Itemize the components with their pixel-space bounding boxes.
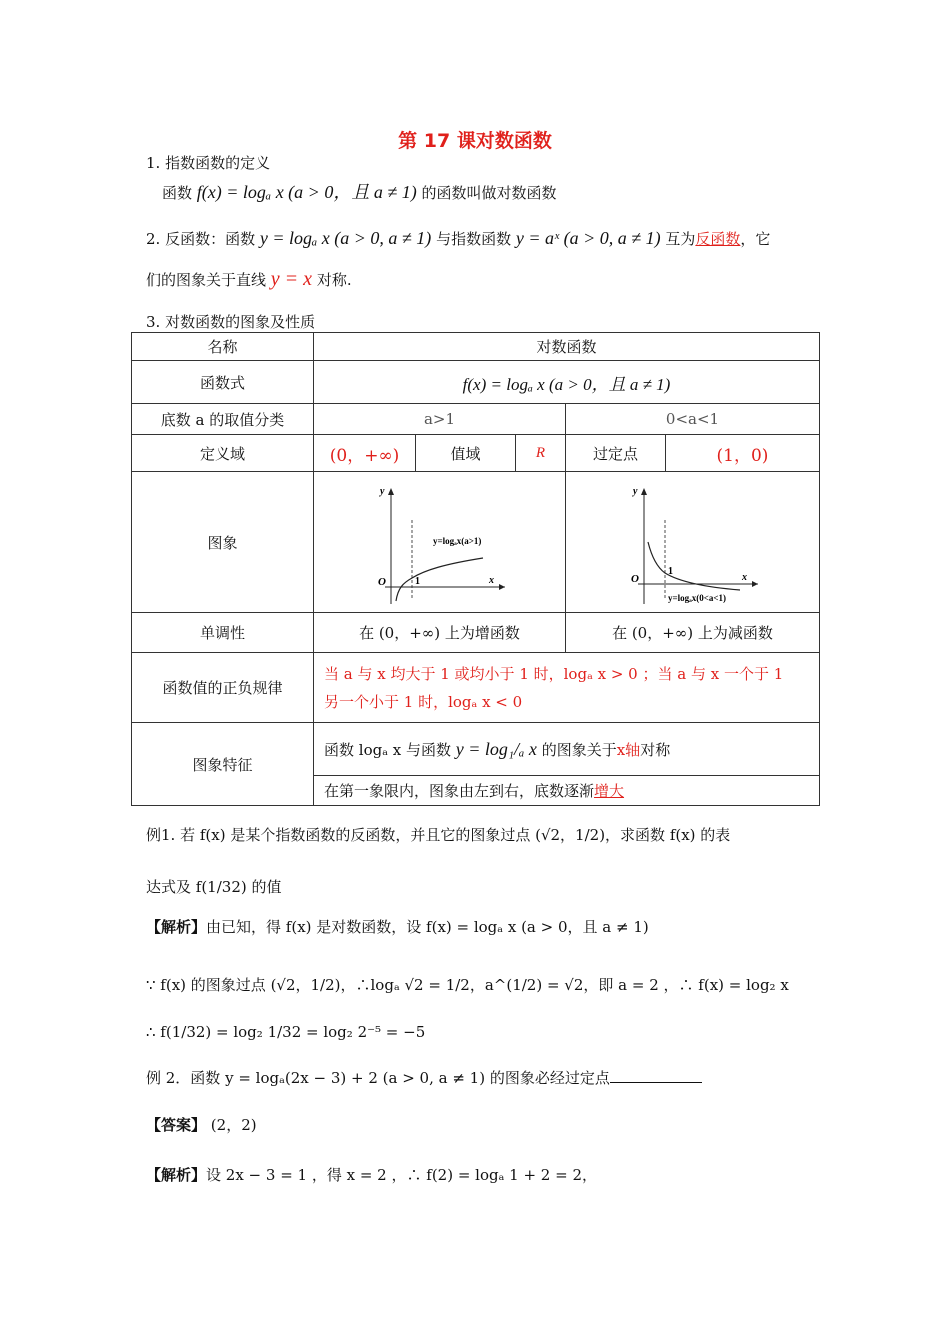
feature2-text: 在第一象限内，图象由左到右，底数逐渐 — [324, 782, 595, 800]
feature1-mid: 的图象关于 — [541, 740, 617, 759]
table-row — [132, 613, 820, 653]
graph-decreasing-cell — [566, 472, 820, 613]
s1-formula: f(x) = logₐ x (a > 0，且 a ≠ 1) — [196, 182, 417, 202]
s1-post: 的函数叫做对数函数 — [421, 184, 557, 202]
s2-line2-post: 对称. — [316, 271, 352, 289]
answer-tag: 【答案】 — [146, 1116, 207, 1134]
solution-tag-2: 【解析】 — [146, 1166, 207, 1184]
y-axis-arrow — [641, 488, 647, 495]
monotonicity-decreasing: 在 (0，+∞) 上为减函数 — [566, 613, 820, 653]
section-3-heading: 3. 对数函数的图象及性质 — [146, 313, 316, 331]
x-axis-arrow — [499, 584, 505, 590]
table-row — [132, 653, 820, 723]
table-row — [132, 435, 820, 472]
range-label: 值域 — [416, 435, 516, 472]
symmetry-line: y = x — [270, 268, 313, 290]
example-1-solution-line3: ∴ f(1/32) = log₂ 1/32 = log₂ 2⁻⁵ = −5 — [146, 1023, 426, 1041]
inverse-function-link[interactable]: 反函数 — [695, 230, 741, 248]
feature-first-quadrant — [314, 776, 820, 806]
feature1-formula: y = log₁/ₐ x — [455, 738, 537, 759]
graph2-curve-label: y=logₐx(0<a<1) — [667, 592, 726, 603]
decreasing-curve — [648, 542, 740, 590]
increasing-curve — [396, 558, 483, 601]
monotonicity-increasing: 在 (0，+∞) 上为增函数 — [314, 613, 566, 653]
graph1-y-label: y — [379, 485, 384, 497]
section-1-heading: 1. 指数函数的定义 — [146, 154, 271, 172]
monotonicity-label: 单调性 — [132, 613, 314, 653]
table-row — [132, 723, 820, 776]
graph1-one-label: 1 — [414, 575, 420, 587]
range-value: R — [516, 435, 566, 472]
log-graph-increasing — [365, 480, 515, 605]
s2-pre: 2. 反函数：函数 — [146, 230, 256, 248]
section-2-line1 — [146, 228, 770, 249]
header-name: 名称 — [132, 333, 314, 361]
properties-table — [131, 332, 820, 806]
feature1-axis: x轴 — [616, 740, 641, 759]
example-2-solution — [146, 1164, 597, 1185]
section-2-line2 — [146, 268, 352, 291]
table-row — [132, 404, 820, 435]
graph1-origin-label: O — [377, 575, 386, 588]
base-gt1: a>1 — [314, 404, 566, 435]
page-title: 第 17 课对数函数 — [398, 130, 552, 152]
domain-value: (0，+∞) — [314, 435, 416, 472]
sign-rule-value — [314, 653, 820, 723]
formula-label: 函数式 — [132, 361, 314, 404]
example-1-line1: 例1. 若 f(x) 是某个指数函数的反函数，并且它的图象过点 (√2，1/2)，求函数 f(x) 的表 — [146, 826, 731, 844]
formula-value: f(x) = logₐ x (a > 0，且 a ≠ 1) — [314, 361, 820, 404]
s2-end: ，它 — [740, 230, 771, 248]
graph-increasing-cell — [314, 472, 566, 613]
graph2-x-label: x — [741, 571, 747, 583]
graph1-x-label: x — [488, 574, 494, 586]
example-2-text: 例 2．函数 y = logₐ(2x − 3) + 2 (a > 0, a ≠ 1) 的图象必经过定点 — [146, 1069, 610, 1087]
graph2-one-label: 1 — [667, 565, 673, 577]
solution-tag: 【解析】 — [146, 918, 207, 936]
answer-value: (2，2) — [210, 1116, 257, 1134]
y-axis-arrow — [388, 488, 394, 495]
graph2-y-label: y — [632, 485, 637, 497]
table-row — [132, 333, 820, 361]
base-label: 底数 a 的取值分类 — [132, 404, 314, 435]
fixed-point-label: 过定点 — [566, 435, 666, 472]
feature-label: 图象特征 — [132, 723, 314, 806]
table-row — [132, 361, 820, 404]
base-lt1: 0<a<1 — [566, 404, 820, 435]
feature1-pre: 函数 logₐ x 与函数 — [324, 740, 451, 759]
s2-line2-pre: 们的图象关于直线 — [146, 271, 267, 289]
feature-symmetry — [314, 723, 820, 776]
example-2-question — [146, 1066, 702, 1088]
sign-rule-line2: 另一个小于 1 时，logₐ x < 0 — [324, 692, 523, 711]
answer-blank[interactable] — [610, 1066, 702, 1083]
example-1-line2: 达式及 f(1/32) 的值 — [146, 878, 282, 896]
header-value: 对数函数 — [314, 333, 820, 361]
fixed-point-value: (1，0) — [666, 435, 820, 472]
example-2-answer — [146, 1114, 257, 1135]
table-row — [132, 472, 820, 613]
x-axis-arrow — [752, 581, 758, 587]
graph2-origin-label: O — [630, 572, 639, 585]
solution-line1: 由已知，得 f(x) 是对数函数，设 f(x) = logₐ x (a > 0，且 a ≠ 1) — [206, 918, 649, 936]
example-1-solution-line2: ∵ f(x) 的图象过点 (√2，1/2)，∴logₐ √2 = 1/2，a^(1/2) = √2，即 a = 2 ，∴ f(x) = log₂ x — [146, 976, 789, 994]
solution-text-2: 设 2x − 3 = 1 ，得 x = 2 ，∴ f(2) = logₐ 1 + 2 = 2， — [206, 1166, 597, 1184]
example-1-solution — [146, 916, 649, 937]
sign-rule-label: 函数值的正负规律 — [132, 653, 314, 723]
graph-label: 图象 — [132, 472, 314, 613]
feature1-post: 对称 — [640, 740, 671, 759]
graph1-curve-label: y=logₐx(a>1) — [432, 535, 481, 546]
sign-rule-line1: 当 a 与 x 均大于 1 或均小于 1 时，logₐ x > 0 ；当 a 与 x 一个于 1 — [324, 664, 784, 683]
domain-label: 定义域 — [132, 435, 314, 472]
s2-formula-exp: y = aˣ (a > 0, a ≠ 1) — [515, 228, 661, 248]
feature2-highlight: 增大 — [594, 782, 625, 800]
log-graph-decreasing — [618, 480, 768, 605]
section-1-body — [162, 178, 557, 204]
s2-mid2: 互为 — [665, 230, 696, 248]
s2-mid: 与指数函数 — [436, 230, 512, 248]
s1-pre: 函数 — [162, 184, 193, 202]
s2-formula-log: y = logₐ x (a > 0, a ≠ 1) — [259, 228, 432, 248]
